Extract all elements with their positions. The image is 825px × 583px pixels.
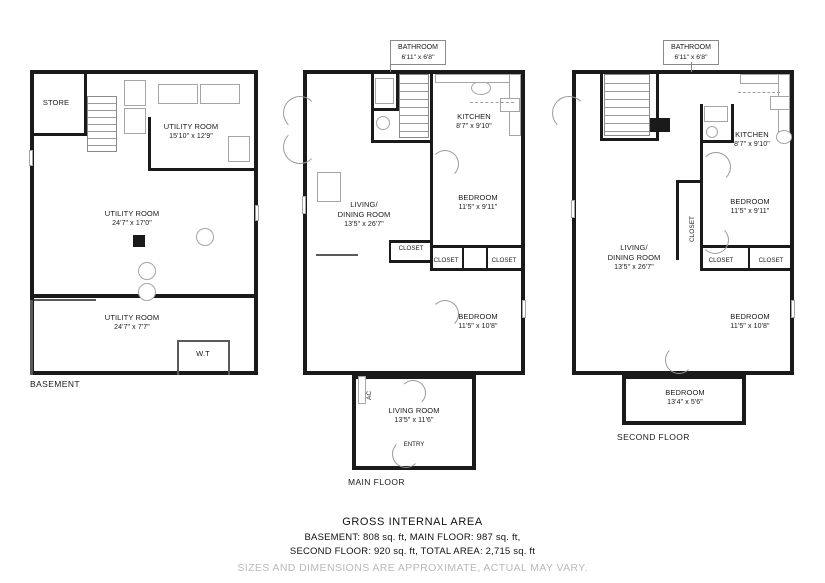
main-bathroom-callout-stem: [390, 62, 391, 72]
basement-window-left: [29, 150, 33, 166]
second-closet2-label: CLOSET: [758, 257, 784, 264]
basement-wall-wt-top: [177, 340, 229, 342]
main-bathroom-callout: BATHROOM 6'11" x 6'8": [390, 40, 446, 65]
basement-stair: [87, 96, 117, 152]
main-wall-closet-div1: [462, 248, 464, 270]
main-window-right: [522, 300, 526, 318]
basement-wall-utility1-left: [148, 117, 151, 171]
gross-internal-area-summary: [0, 516, 825, 574]
basement-fan-2: [138, 262, 156, 280]
main-bedroom2-label: BEDROOM 11'5" x 10'8": [458, 312, 498, 330]
basement-sofa-2: [200, 84, 240, 104]
basement-window-right: [255, 205, 259, 221]
second-wall-bed3-top-right: [700, 372, 746, 375]
second-kitchen-label: KITCHEN 8'7" x 9'10": [734, 130, 770, 148]
summary-line-1: BASEMENT: 808 sq. ft, MAIN FLOOR: 987 sq. ft,: [304, 532, 521, 543]
main-wall-livingroom-top-right: [430, 372, 476, 375]
main-ac-unit: [358, 376, 366, 404]
second-stair: [604, 74, 650, 136]
second-wall-closet-row: [700, 268, 794, 271]
summary-disclaimer: SIZES AND DIMENSIONS ARE APPROXIMATE, ACTUAL MAY VARY.: [237, 562, 588, 574]
second-bathroom-callout: BATHROOM 6'11" x 6'8": [663, 40, 719, 65]
summary-heading: GROSS INTERNAL AREA: [342, 516, 483, 528]
basement-table: [124, 80, 146, 106]
main-bath-tub: [375, 78, 394, 104]
main-closet3-label: CLOSET: [491, 257, 517, 264]
main-bedroom1-label: BEDROOM 11'5" x 9'11": [458, 193, 498, 211]
second-bath-sink: [706, 126, 718, 138]
second-appliance: [650, 118, 670, 132]
second-wall-hall-closet-top: [676, 180, 702, 183]
basement-fan-1: [196, 228, 214, 246]
floor-title-main: MAIN FLOOR: [348, 477, 405, 487]
basement-utility1-label: UTILITY ROOM 15'10" x 12'9": [163, 122, 219, 140]
main-wall-bed-divider: [430, 245, 525, 248]
second-wall-stair-left: [600, 70, 603, 140]
main-wall-closet-left: [389, 240, 433, 243]
second-wall-bed3-top-left: [622, 372, 664, 375]
second-bedroom2-label: BEDROOM 11'5" x 10'8": [730, 312, 770, 330]
second-door-arc-bed2: [701, 226, 729, 254]
main-kitchen-island-dash: [470, 102, 514, 103]
second-closet-vertical-label: CLOSET: [689, 215, 696, 242]
floor-title-basement: BASEMENT: [30, 379, 80, 389]
basement-opening-left-upper: [34, 299, 96, 301]
main-kitchen-label: KITCHEN 8'7" x 9'10": [456, 112, 492, 130]
second-window-left: [571, 200, 575, 218]
main-closet2-label: CLOSET: [433, 257, 459, 264]
main-wall-livingroom-top-left: [352, 372, 390, 375]
second-bedroom1-label: BEDROOM 11'5" x 9'11": [730, 197, 770, 215]
second-door-arc-living-left: [552, 96, 586, 130]
main-wall-closet-div2: [486, 248, 488, 270]
main-wall-closet-left-bottom: [389, 260, 433, 263]
second-wall-hall-closet: [676, 180, 679, 260]
main-living-dining-label: LIVING/ DINING ROOM 13'5" x 26'7": [337, 200, 391, 228]
main-wall-closet-left-side: [389, 240, 391, 262]
main-wall-bath-bottom: [371, 140, 433, 143]
second-wall-stair-bottom: [600, 138, 656, 141]
basement-wall-utility1-bottom: [148, 168, 258, 171]
second-closet1-label: CLOSET: [708, 257, 734, 264]
basement-wall-wt-right: [228, 340, 230, 375]
basement-wall-wt-left: [177, 340, 179, 375]
second-kitchen-sink: [770, 96, 790, 110]
basement-utility2-label: UTILITY ROOM 24'7" x 17'0": [104, 209, 160, 227]
main-bath-sink: [376, 116, 390, 130]
basement-fan-3: [138, 283, 156, 301]
second-wall-closet-div: [748, 248, 750, 270]
second-window-right: [791, 300, 795, 318]
summary-line-2: SECOND FLOOR: 920 sq. ft, TOTAL AREA: 2,715 sq. ft: [289, 546, 536, 557]
main-wall-kitchen-left: [430, 70, 433, 143]
main-kitchen-burner: [471, 81, 491, 95]
basement-cabinet: [124, 108, 146, 134]
main-entry-label: ENTRY: [403, 441, 425, 448]
main-door-arc-living-left2: [283, 130, 317, 164]
basement-column: [133, 235, 145, 247]
second-wall-bath-bottom: [700, 140, 734, 143]
second-door-arc-bed1: [701, 152, 731, 182]
main-window-left: [302, 196, 306, 214]
main-door-arc-bed2: [431, 300, 459, 328]
main-wall-closet-row: [430, 268, 525, 271]
main-living-table: [317, 172, 341, 202]
floor-title-second: SECOND FLOOR: [617, 432, 690, 442]
second-kitchen-burner: [776, 130, 792, 144]
second-bedroom3-label: BEDROOM 13'4" x 5'6": [665, 388, 705, 406]
basement-wall-store-bottom: [30, 133, 87, 136]
basement-sofa-1: [158, 84, 198, 104]
second-wall-bath-left: [700, 104, 703, 143]
basement-store-label: STORE: [42, 98, 70, 107]
basement-wall-left-lower: [30, 300, 33, 375]
main-ac-label: AC: [366, 390, 373, 400]
second-bathroom-callout-stem: [691, 62, 692, 72]
main-door-arc-bed1: [431, 150, 459, 178]
second-kitchen-dash: [738, 92, 780, 93]
main-stair: [399, 74, 429, 138]
main-closet1-label: CLOSET: [398, 245, 424, 252]
basement-utility3-label: UTILITY ROOM 24'7" x 7'7": [104, 313, 160, 331]
basement-wt-label: W.T: [196, 349, 210, 358]
main-livingroom-label: LIVING ROOM 13'5" x 11'6": [388, 406, 440, 424]
main-wall-bath-left: [371, 70, 374, 143]
main-door-arc-livingroom: [400, 380, 426, 406]
second-door-arc-bed3: [665, 346, 693, 374]
second-bath-tub: [704, 106, 728, 122]
basement-chair: [228, 136, 250, 162]
main-kitchen-sink: [500, 98, 520, 112]
second-living-dining-label: LIVING/ DINING ROOM 13'5" x 26'7": [607, 243, 661, 271]
main-door-arc-living-left: [283, 96, 317, 130]
main-wall-bath-mid: [371, 108, 399, 111]
main-wall-corridor: [316, 254, 358, 256]
